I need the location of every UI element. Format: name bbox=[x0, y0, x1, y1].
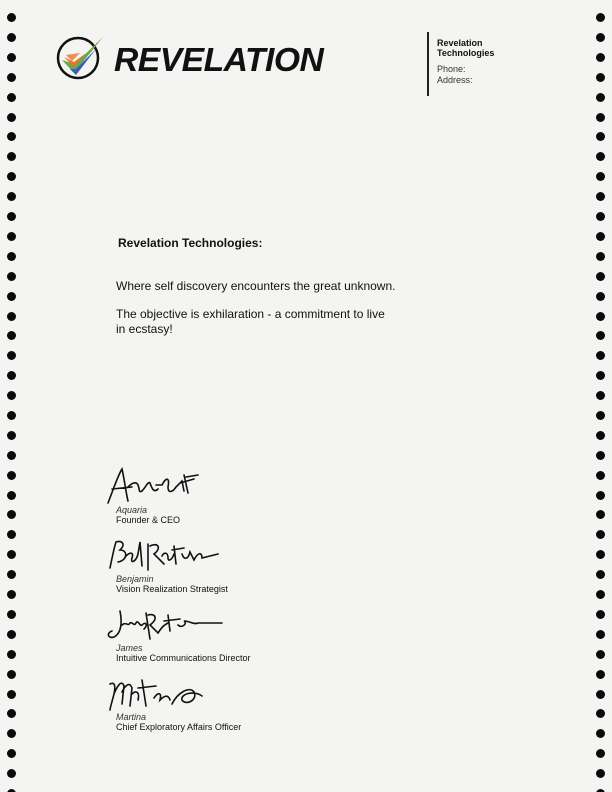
company-logo bbox=[56, 33, 346, 81]
perforation-hole bbox=[596, 670, 605, 679]
contact-phone-label: Phone: bbox=[437, 64, 466, 74]
signature-block bbox=[116, 505, 180, 525]
perforation-hole bbox=[7, 510, 16, 519]
contact-block bbox=[437, 38, 587, 86]
perforation-hole bbox=[7, 53, 16, 62]
contact-address-label: Address: bbox=[437, 75, 473, 85]
perforation-hole bbox=[596, 53, 605, 62]
perforation-hole bbox=[596, 351, 605, 360]
perforation-hole bbox=[596, 550, 605, 559]
perforation-hole bbox=[596, 749, 605, 758]
perforation-hole bbox=[7, 13, 16, 22]
signature-image bbox=[98, 603, 248, 647]
signatory-name: Aquaria bbox=[116, 505, 148, 515]
perforation-hole bbox=[7, 113, 16, 122]
perforation-hole bbox=[7, 93, 16, 102]
perforation-hole bbox=[7, 371, 16, 380]
perforation-hole bbox=[596, 769, 605, 778]
signatory-title: Vision Realization Strategist bbox=[116, 584, 228, 594]
perforation-hole bbox=[7, 451, 16, 460]
perforation-hole bbox=[596, 510, 605, 519]
perforation-hole bbox=[596, 411, 605, 420]
signatory-name: James bbox=[116, 643, 143, 653]
perforation-hole bbox=[596, 272, 605, 281]
perforation-hole bbox=[7, 431, 16, 440]
perforation-hole bbox=[596, 132, 605, 141]
perforation-hole bbox=[596, 610, 605, 619]
perforation-hole bbox=[596, 690, 605, 699]
signature-block bbox=[116, 574, 228, 594]
perforation-hole bbox=[7, 73, 16, 82]
signature-block bbox=[116, 712, 241, 732]
perforation-hole bbox=[7, 630, 16, 639]
perforation-hole bbox=[7, 530, 16, 539]
perforation-hole bbox=[7, 351, 16, 360]
perforation-hole bbox=[596, 172, 605, 181]
perforation-hole bbox=[7, 411, 16, 420]
perforation-hole bbox=[7, 172, 16, 181]
signatory-title: Intuitive Communications Director bbox=[116, 653, 251, 663]
perforation-hole bbox=[596, 471, 605, 480]
signature-image bbox=[98, 670, 248, 714]
perforation-hole bbox=[596, 152, 605, 161]
perforation-hole bbox=[596, 530, 605, 539]
perforation-hole bbox=[7, 670, 16, 679]
perforation-hole bbox=[596, 113, 605, 122]
perforation-hole bbox=[7, 232, 16, 241]
signature-image bbox=[98, 534, 248, 578]
signatory-name: Martina bbox=[116, 712, 147, 722]
perforation-hole bbox=[7, 391, 16, 400]
perforation-hole bbox=[7, 132, 16, 141]
letter-heading: Revelation Technologies: bbox=[118, 236, 263, 250]
signatory-title: Chief Exploratory Affairs Officer bbox=[116, 722, 242, 732]
perforation-hole bbox=[7, 709, 16, 718]
perforation-strip-left bbox=[0, 0, 22, 792]
perforation-hole bbox=[7, 590, 16, 599]
perforation-hole bbox=[596, 729, 605, 738]
perforation-hole bbox=[596, 13, 605, 22]
perforation-hole bbox=[596, 93, 605, 102]
perforation-hole bbox=[596, 451, 605, 460]
perforation-strip-right bbox=[590, 0, 612, 792]
perforation-hole bbox=[596, 312, 605, 321]
perforation-hole bbox=[7, 292, 16, 301]
perforation-hole bbox=[596, 73, 605, 82]
perforation-hole bbox=[596, 431, 605, 440]
perforation-hole bbox=[596, 491, 605, 500]
perforation-hole bbox=[7, 471, 16, 480]
perforation-hole bbox=[7, 331, 16, 340]
perforation-hole bbox=[596, 570, 605, 579]
perforation-hole bbox=[7, 192, 16, 201]
perforation-hole bbox=[7, 690, 16, 699]
perforation-hole bbox=[7, 33, 16, 42]
perforation-hole bbox=[596, 590, 605, 599]
letter-paragraph: The objective is exhilaration - a commitment to live in ecstasy! bbox=[116, 307, 385, 336]
perforation-hole bbox=[7, 749, 16, 758]
signature-block bbox=[116, 643, 251, 663]
perforation-hole bbox=[596, 252, 605, 261]
perforation-hole bbox=[7, 769, 16, 778]
perforation-hole bbox=[7, 729, 16, 738]
letter-paragraph: Where self discovery encounters the great unknown. bbox=[116, 279, 396, 293]
revelation-logo-icon bbox=[56, 33, 106, 81]
signature-image bbox=[98, 463, 248, 507]
perforation-hole bbox=[596, 650, 605, 659]
perforation-hole bbox=[596, 232, 605, 241]
perforation-hole bbox=[596, 709, 605, 718]
contact-divider bbox=[427, 32, 429, 96]
perforation-hole bbox=[7, 491, 16, 500]
perforation-hole bbox=[7, 610, 16, 619]
signatory-title: Founder & CEO bbox=[116, 515, 181, 525]
brand-wordmark: REVELATION bbox=[114, 41, 324, 78]
perforation-hole bbox=[7, 252, 16, 261]
perforation-hole bbox=[7, 312, 16, 321]
perforation-hole bbox=[596, 331, 605, 340]
signatory-name: Benjamin bbox=[116, 574, 154, 584]
perforation-hole bbox=[7, 272, 16, 281]
contact-company: Revelation Technologies bbox=[437, 38, 495, 58]
perforation-hole bbox=[596, 630, 605, 639]
perforation-hole bbox=[7, 550, 16, 559]
perforation-hole bbox=[7, 650, 16, 659]
perforation-hole bbox=[7, 570, 16, 579]
perforation-hole bbox=[596, 33, 605, 42]
perforation-hole bbox=[7, 152, 16, 161]
perforation-hole bbox=[596, 292, 605, 301]
perforation-hole bbox=[596, 212, 605, 221]
perforation-hole bbox=[596, 192, 605, 201]
perforation-hole bbox=[596, 391, 605, 400]
perforation-hole bbox=[596, 371, 605, 380]
perforation-hole bbox=[7, 212, 16, 221]
